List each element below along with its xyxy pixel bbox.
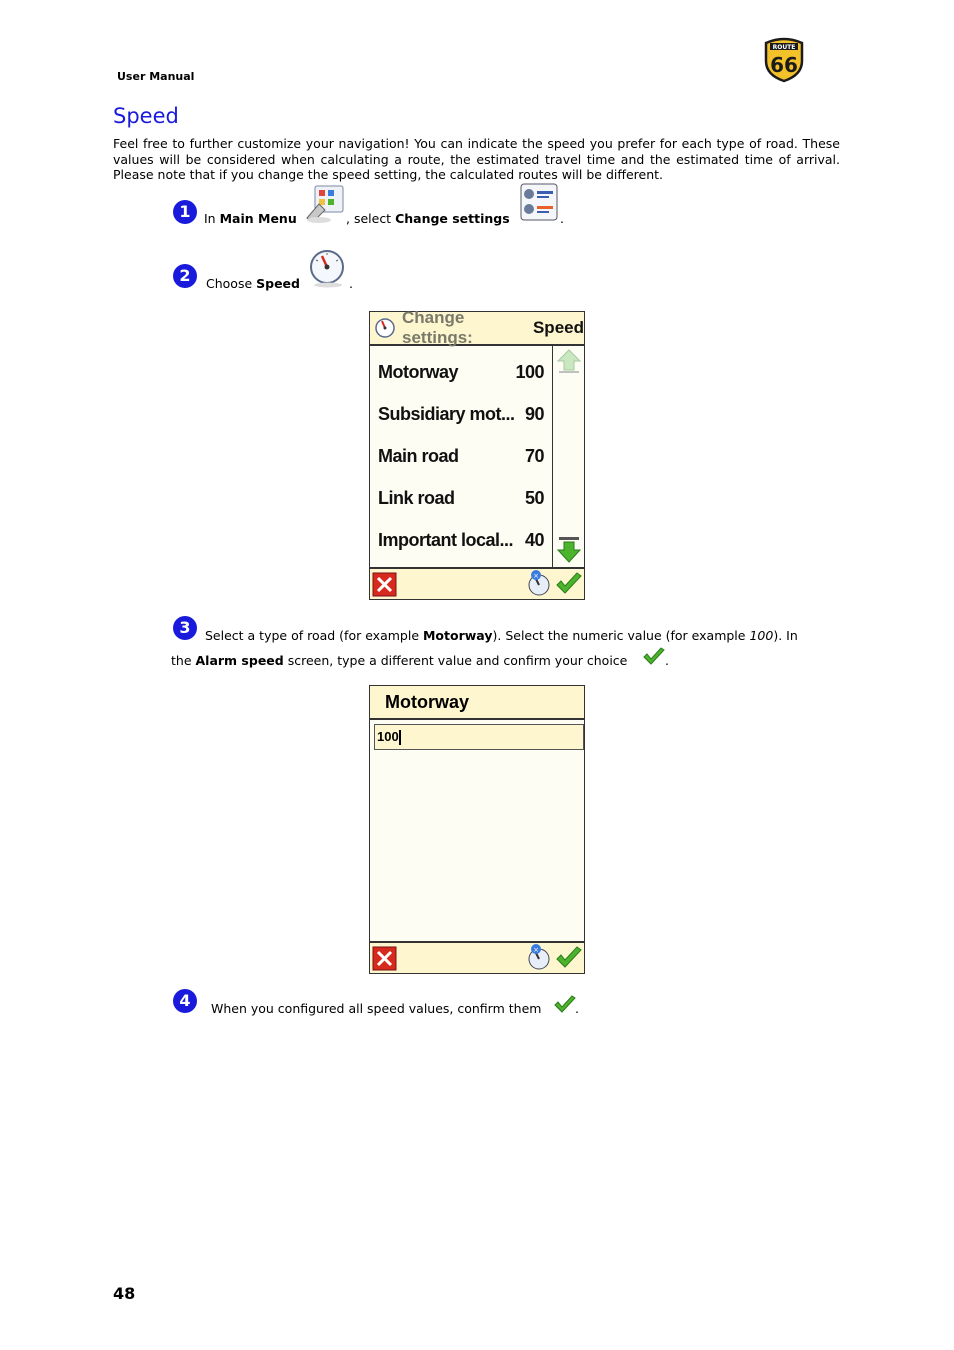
svg-text:66: 66 <box>770 53 798 77</box>
green-check-icon <box>554 995 576 1017</box>
screen-title-prefix: Change settings: <box>402 308 473 347</box>
speedometer-icon <box>308 248 348 288</box>
route66-logo-icon <box>760 35 808 83</box>
svg-text:×: × <box>533 572 539 580</box>
step-4-number: 4 <box>173 989 197 1013</box>
green-check-icon <box>643 647 665 669</box>
list-item-value[interactable]: 90 <box>524 404 544 424</box>
section-title: Speed <box>113 104 179 128</box>
speedometer-icon <box>374 317 396 339</box>
text-cursor <box>399 730 401 745</box>
list-item-label[interactable]: Important local... <box>378 530 514 550</box>
step-1-number: 1 <box>173 200 197 224</box>
list-item-value[interactable]: 40 <box>524 530 544 550</box>
svg-text:×: × <box>533 946 539 954</box>
list-item-label[interactable]: Subsidiary mot... <box>378 404 515 424</box>
speed-list <box>370 346 552 567</box>
step-1-period: . <box>560 211 564 226</box>
red-x-icon[interactable] <box>372 572 397 602</box>
svg-text:ROUTE: ROUTE <box>772 44 796 51</box>
help-globe-icon[interactable] <box>527 570 553 602</box>
green-check-icon[interactable] <box>555 946 583 975</box>
step-2-period: . <box>349 276 353 291</box>
scroll-down-arrow-icon[interactable] <box>556 536 582 569</box>
step-1-text-cont: , select Change settings <box>346 211 510 226</box>
step-3-text-line1: Select a type of road (for example Motorway). Select the numeric value (for example 100). In <box>205 628 798 643</box>
list-item-label[interactable]: Main road <box>378 446 459 466</box>
screen-title: Motorway <box>385 691 470 712</box>
green-check-icon[interactable] <box>555 572 583 601</box>
step-4-text: When you configured all speed values, confirm them <box>211 1001 542 1016</box>
step-3-text-line2: the Alarm speed screen, type a different value and confirm your choice <box>171 653 628 668</box>
list-item-label[interactable]: Link road <box>378 488 455 508</box>
red-x-icon[interactable] <box>372 946 397 976</box>
main-menu-icon <box>305 184 345 224</box>
list-item-value[interactable]: 70 <box>524 446 544 466</box>
change-settings-icon <box>519 182 559 222</box>
page-number: 48 <box>113 1284 136 1303</box>
step-1-text: In Main Menu <box>204 211 297 226</box>
step-3-number: 3 <box>173 616 197 640</box>
intro-paragraph: Feel free to further customize your navigation! You can indicate the speed you prefer for each type of road. These values will be considered when calculating a route, the estimated travel time and the estimated time of arrival. Please note that if you change the speed setting, the calculated routes will be different. <box>113 136 840 182</box>
screen-bottom-bar <box>370 941 584 973</box>
screen-title-bar <box>370 308 584 347</box>
speed-settings-screen <box>369 308 585 600</box>
help-globe-icon[interactable] <box>527 944 553 976</box>
list-item-value[interactable]: 100 <box>515 362 544 382</box>
step-3-period: . <box>665 653 669 668</box>
scroll-up-arrow-icon[interactable] <box>556 348 582 379</box>
manual-header-label: User Manual <box>117 70 195 83</box>
step-2-text: Choose Speed <box>206 276 300 291</box>
step-2-number: 2 <box>173 264 197 288</box>
step-4-period: . <box>575 1001 579 1016</box>
screen-bottom-bar <box>370 567 584 599</box>
motorway-edit-screen <box>369 685 585 974</box>
list-item-value[interactable]: 50 <box>524 488 544 508</box>
motorway-title-bar <box>370 686 584 720</box>
scrollbar[interactable] <box>553 346 584 567</box>
speed-value-input[interactable]: 100 <box>374 724 584 750</box>
screen-title-suffix: Speed <box>532 318 584 337</box>
list-item-label[interactable]: Motorway <box>378 362 459 382</box>
